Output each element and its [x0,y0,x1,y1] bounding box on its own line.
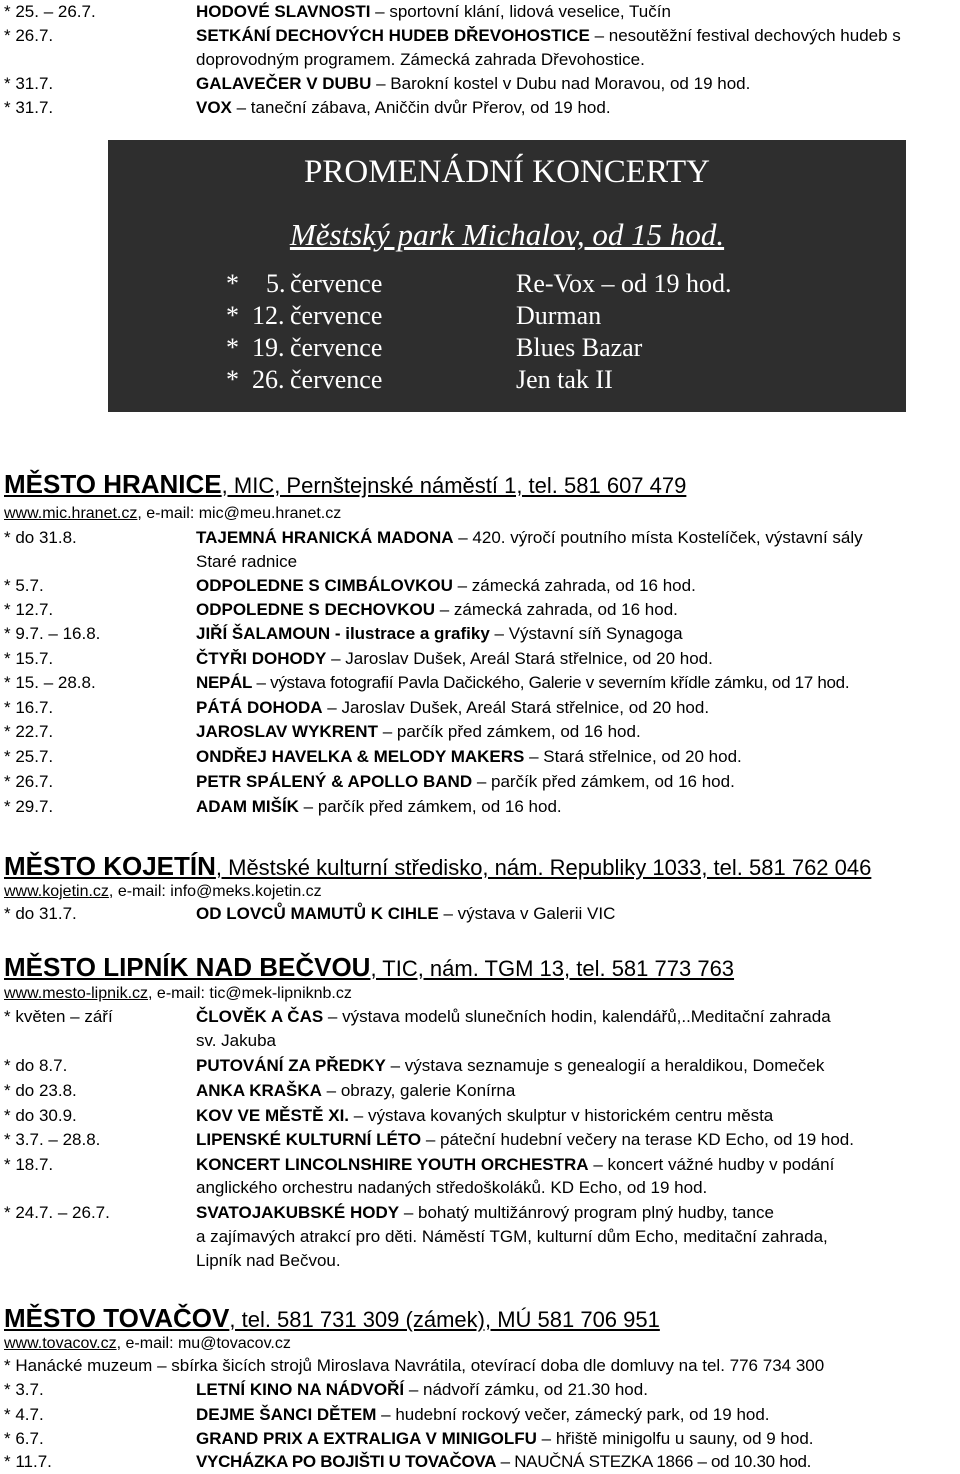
contact-line: www.mesto-lipnik.cz, e-mail: tic@mek-lipniknb.cz [4,985,352,1002]
contact-line: www.kojetin.cz, e-mail: info@meks.kojetin.cz [4,883,322,900]
event-desc: – sportovní klání, lidová veselice, Tučín [370,2,671,21]
box-subtitle: Městský park Michalov, od 15 hod. [289,217,725,252]
website-link[interactable]: www.tovacov.cz [4,1335,117,1352]
contact-line [4,504,341,524]
event-title: GALAVEČER V DUBU [196,74,372,93]
event-desc: – taneční zábava, Aniččin dvůr Přerov, od 19 hod. [231,98,611,117]
event-date: * 31.7. [4,98,54,117]
event-desc: – Barokní kostel v Dubu nad Moravou, od 19 hod. [371,74,751,93]
section-heading-kojetin: MĚSTO KOJETÍN, Městské kulturní středisko, nám. Republiky 1033, tel. 581 762 046 [4,851,872,881]
event-title: VOX [196,98,232,117]
section-info: , MIC, Pernštejnské náměstí 1, tel. 581 607 479 [221,473,687,498]
event-title: SETKÁNÍ DECHOVÝCH HUDEB DŘEVOHOSTICE [196,26,590,45]
section-heading-hranice [4,470,686,500]
section-heading-lipnik: MĚSTO LIPNÍK NAD BEČVOU, TIC, nám. TGM 13, tel. 581 773 763 [4,952,735,982]
event-date: * 25. – 26.7. [4,2,96,21]
promenade-concerts-box: PROMENÁDNÍ KONCERTY Městský park Michalov, od 15 hod. * 5. července Re-Vox – od 19 hod. * 12. července Durman * 19. července Blues Bazar * 26. července Jen tak II [108,140,906,412]
event-desc: – nesoutěžní festival dechových hudeb s doprovodným programem. Zámecká zahrada Dřevohostice. [196,26,901,69]
email-text: , e-mail: mic@meu.hranet.cz [137,505,342,522]
website-link[interactable]: www.kojetin.cz [4,883,109,900]
event-date: * 26.7. [4,26,54,45]
event-title: HODOVÉ SLAVNOSTI [196,2,371,21]
website-link[interactable]: www.mesto-lipnik.cz [4,985,149,1002]
section-heading-tovacov: MĚSTO TOVAČOV, tel. 581 731 309 (zámek), MÚ 581 706 951 [4,1303,660,1333]
contact-line: www.tovacov.cz, e-mail: mu@tovacov.cz [4,1335,291,1352]
box-title: PROMENÁDNÍ KONCERTY [304,154,710,190]
section-name: MĚSTO HRANICE [4,469,222,499]
event-date: * 31.7. [4,74,54,93]
website-link[interactable]: www.mic.hranet.cz [4,505,138,522]
